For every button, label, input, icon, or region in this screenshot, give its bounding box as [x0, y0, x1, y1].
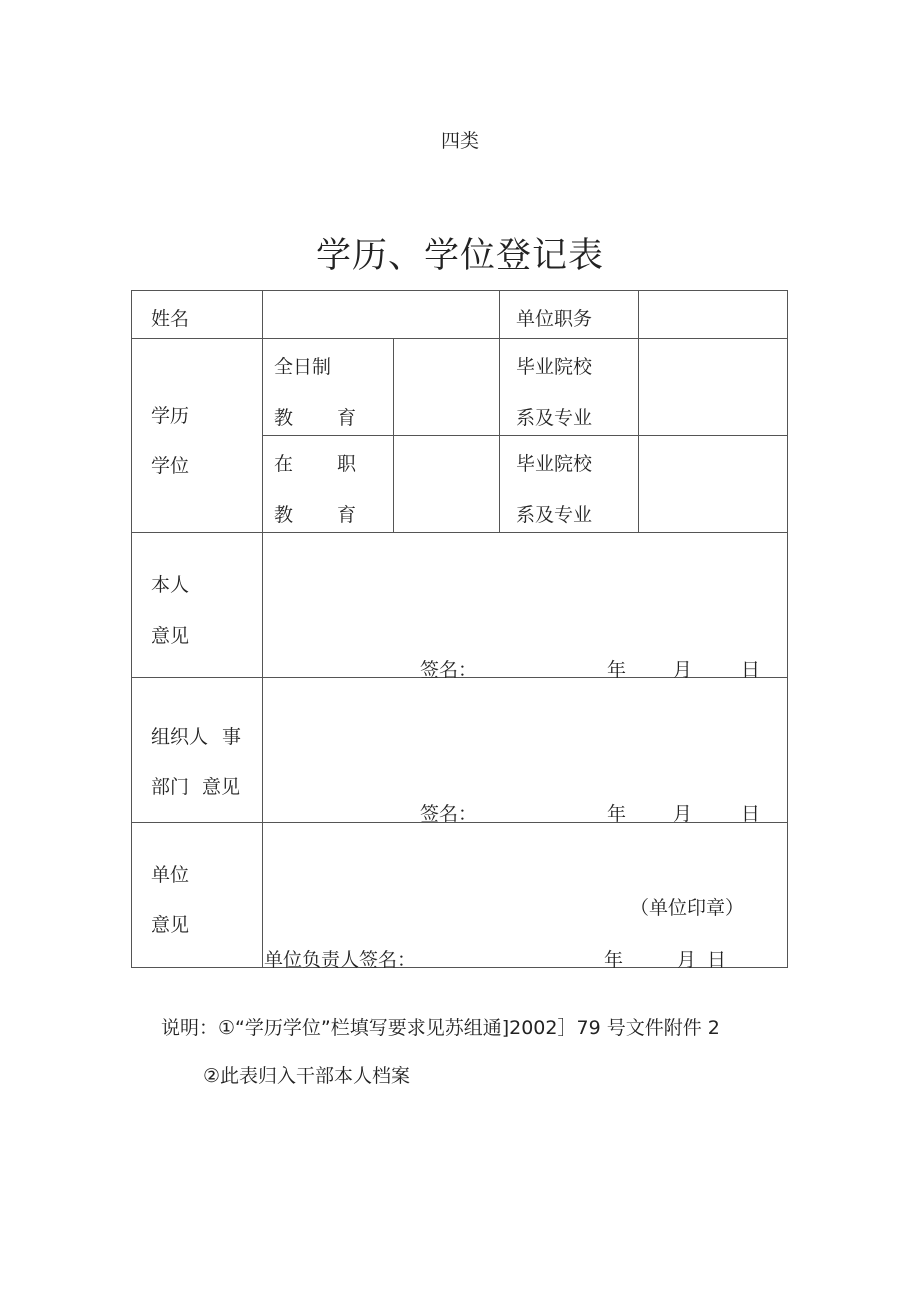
fulltime-education-line2b: 育: [337, 407, 357, 429]
self-day-label: 日: [741, 659, 761, 681]
unit-head-signature-label: 单位负责人签名：: [264, 949, 417, 971]
hr-opinion-field[interactable]: [264, 680, 786, 780]
degree-label-line2: 学位: [151, 455, 190, 477]
table-border-left: [131, 290, 132, 968]
parttime-education-line2a: 教: [274, 504, 294, 526]
table-border-top: [131, 290, 788, 291]
hr-opinion-label-line1b: 事: [222, 726, 242, 748]
self-opinion-label-line2: 意见: [151, 625, 190, 647]
parttime-education-line1b: 职: [337, 453, 357, 475]
self-opinion-field[interactable]: [264, 535, 786, 635]
parttime-school-label: 毕业院校: [516, 453, 593, 475]
self-opinion-label-line1: 本人: [151, 574, 190, 596]
row-divider: [131, 338, 788, 339]
parttime-degree-field[interactable]: [395, 438, 498, 531]
self-signature-label: 签名：: [420, 659, 478, 681]
hr-signature-label: 签名：: [420, 803, 478, 825]
fulltime-degree-field[interactable]: [395, 341, 498, 434]
note-line-2: ②此表归入干部本人档案: [203, 1065, 411, 1087]
unit-day-label: 日: [707, 949, 727, 971]
fulltime-education-line1: 全日制: [274, 356, 332, 378]
note-line-1: 说明：①“学历学位”栏填写要求见苏组通]2002］79 号文件附件 2: [161, 1017, 720, 1039]
parttime-education-line1a: 在: [274, 453, 294, 475]
column-divider: [499, 290, 500, 532]
position-field[interactable]: [640, 292, 786, 338]
name-label: 姓名: [151, 308, 190, 330]
unit-month-label: 月: [677, 949, 697, 971]
table-border-right: [787, 290, 788, 968]
parttime-education-line2b: 育: [337, 504, 357, 526]
row-divider: [262, 435, 788, 436]
form-category: 四类: [440, 130, 479, 152]
degree-label-line1: 学历: [151, 405, 190, 427]
unit-seal-label: （单位印章）: [630, 897, 745, 919]
row-divider: [131, 532, 788, 533]
fulltime-school-label: 毕业院校: [516, 356, 593, 378]
unit-opinion-label-line2: 意见: [151, 914, 190, 936]
form-title: 学历、学位登记表: [315, 236, 604, 276]
column-divider: [638, 290, 639, 532]
hr-day-label: 日: [741, 803, 761, 825]
self-year-label: 年: [607, 659, 627, 681]
unit-year-label: 年: [604, 949, 624, 971]
hr-month-label: 月: [673, 803, 693, 825]
name-field[interactable]: [264, 292, 498, 338]
fulltime-education-line2a: 教: [274, 407, 294, 429]
self-month-label: 月: [673, 659, 693, 681]
parttime-major-label: 系及专业: [516, 504, 593, 526]
parttime-school-field[interactable]: [640, 438, 786, 531]
hr-opinion-label-line2b: 意见: [202, 776, 241, 798]
unit-opinion-label-line1: 单位: [151, 864, 190, 886]
hr-opinion-label-line1a: 组织人: [151, 726, 209, 748]
hr-opinion-label-line2a: 部门: [151, 776, 190, 798]
position-label: 单位职务: [516, 308, 593, 330]
hr-year-label: 年: [607, 803, 627, 825]
fulltime-school-field[interactable]: [640, 341, 786, 434]
unit-opinion-field[interactable]: [264, 825, 786, 885]
column-divider: [262, 290, 263, 968]
column-divider: [393, 338, 394, 532]
fulltime-major-label: 系及专业: [516, 407, 593, 429]
